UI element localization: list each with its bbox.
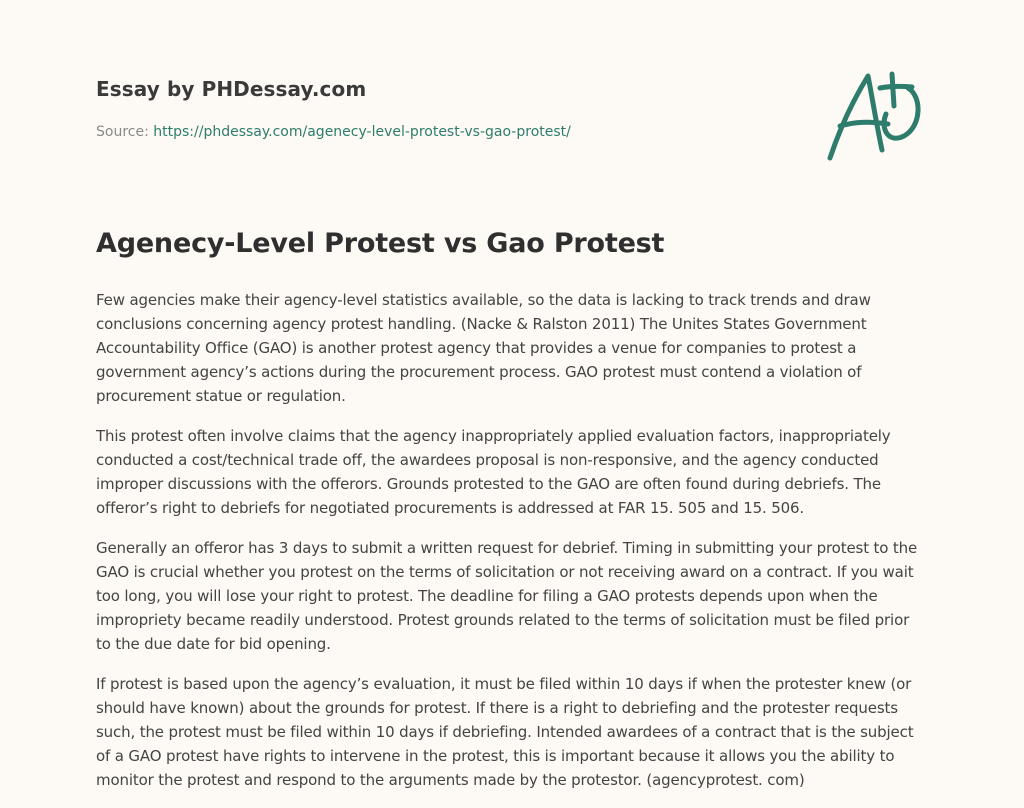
article [96, 226, 928, 808]
article-paragraph-4: If protest is based upon the agency’s evaluation, it must be filed within 10 days if when the protester knew (or should have known) about the grounds for protest. If there is a right to debriefing and the protester requests such, the protest must be filed within 10 days if debriefing. Intended awardees of a contract that is the subject of a GAO protest have rights to intervene in the protest, this is important because it allows you the ability to monitor the protest and respond to the arguments made by the protestor. (agencyprotest. com) [96, 675, 914, 789]
source-label: Source: [96, 124, 149, 140]
site-title: Essay by PHDessay.com [96, 77, 367, 101]
article-title: Agenecy-Level Protest vs Gao Protest [96, 228, 665, 259]
source-line [96, 124, 571, 140]
page-header [96, 0, 928, 200]
article-paragraph-2: This protest often involve claims that the agency inappropriately applied evaluation factors, inappropriately conducted a cost/technical trade off, the awardees proposal is non-responsive, and the agency conducted improper discussions with the offerors. Grounds protested to the GAO are often found during debriefs. The offeror’s right to debriefs for negotiated procurements is addressed at FAR 15. 505 and 15. 506. [96, 427, 891, 517]
article-paragraph-3: Generally an offeror has 3 days to submit a written request for debrief. Timing in submitting your protest to the GAO is crucial whether you protest on the terms of solicitation or not receiving award on a contract. If you wait too long, you will lose your right to protest. The deadline for filing a GAO protests depends upon when the impropriety became readily understood. Protest grounds related to the terms of solicitation must be filed prior to the due date for bid opening. [96, 539, 918, 653]
article-paragraph-1: Few agencies make their agency-level statistics available, so the data is lacking to track trends and draw conclusions concerning agency protest handling. (Nacke & Ralston 2011) The Unites States Government Accountability Office (GAO) is another protest agency that provides a venue for companies to protest a government agency’s actions during the procurement process. GAO protest must contend a violation of procurement statue or regulation. [96, 291, 871, 405]
source-link[interactable]: https://phdessay.com/agenecy-level-protest-vs-gao-protest/ [153, 124, 571, 140]
a-plus-logo-icon [824, 66, 928, 166]
